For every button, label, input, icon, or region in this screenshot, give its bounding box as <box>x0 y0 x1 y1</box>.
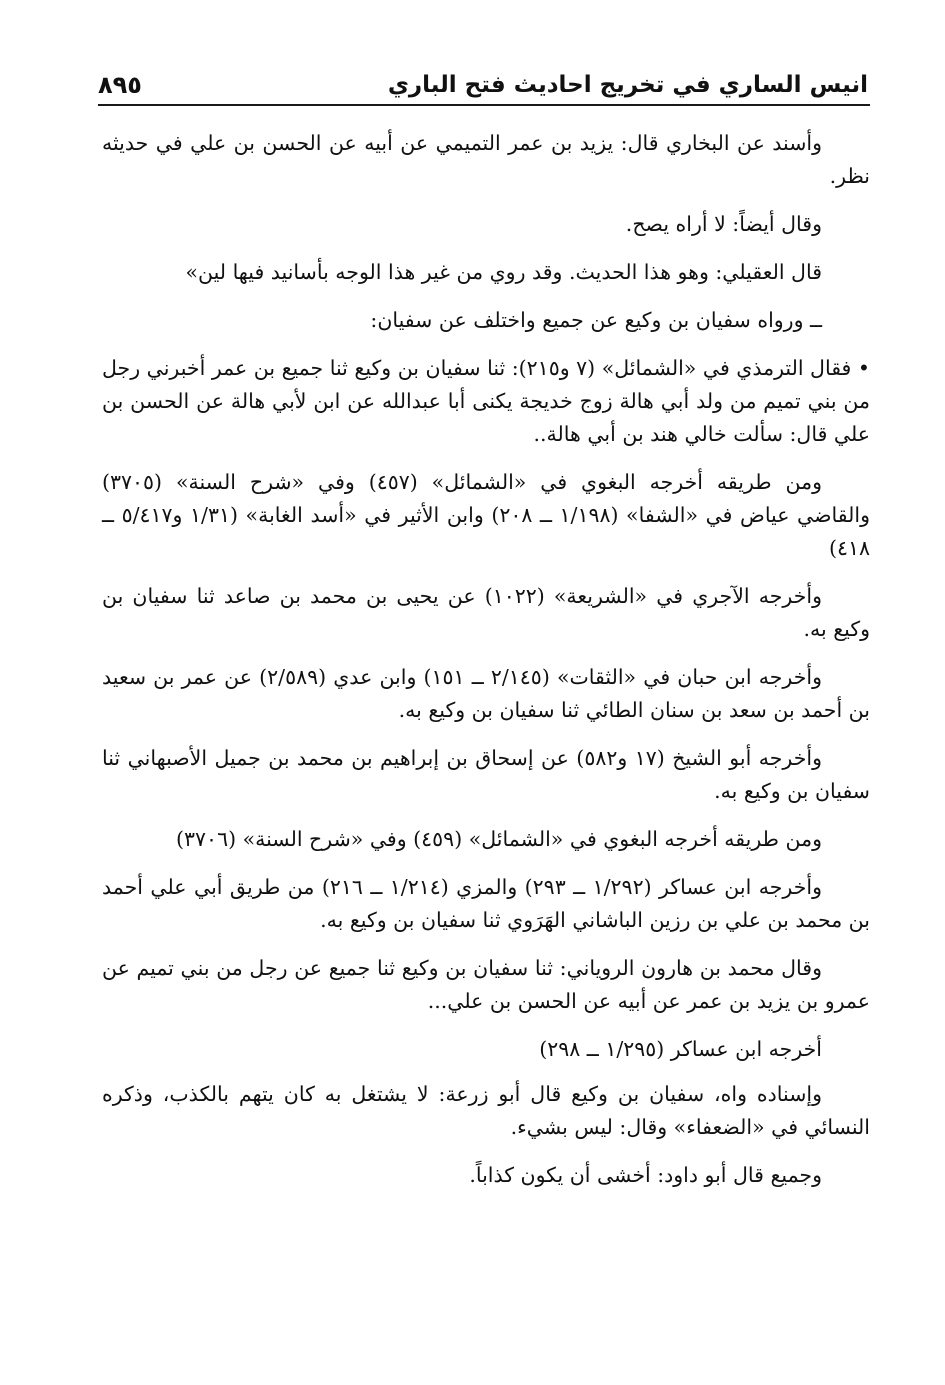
paragraph: وأسند عن البخاري قال: يزيد بن عمر التميمي عن أبيه عن الحسن بن علي في حديثه نظر. <box>102 131 870 188</box>
paragraph: وأخرجه الآجري في «الشريعة» (١٠٢٢) عن يحيى بن محمد بن صاعد ثنا سفيان بن وكيع به. <box>102 584 870 641</box>
paragraph: ومن طريقه أخرجه البغوي في «الشمائل» (٤٥٧) وفي «شرح السنة» (٣٧٠٥) والقاضي عياض في «الشفا» (١/١٩٨ ــ ٢٠٨) وابن الأثير في «أسد الغابة» (١/٣١ و٥/٤١٧ ــ ٤١٨) <box>102 470 871 560</box>
paragraph: وإسناده واه، سفيان بن وكيع قال أبو زرعة: لا يشتغل به كان يتهم بالكذب، وذكره النسائي في «الضعفاء» وقال: ليس بشيء. <box>102 1082 870 1139</box>
paragraph: وقال محمد بن هارون الروياني: ثنا سفيان بن وكيع ثنا جميع عن رجل من بني تميم عن عمرو بن يزيد بن عمر عن أبيه عن الحسن بن علي... <box>102 956 870 1013</box>
paragraph: وأخرجه ابن حبان في «الثقات» (٢/١٤٥ ــ ١٥١) وابن عدي (٢/٥٨٩) عن عمر بن سعيد بن أحمد بن سعد بن سنان الطائي ثنا سفيان بن وكيع به. <box>102 665 870 722</box>
paragraph: وجميع قال أبو داود: أخشى أن يكون كذاباً. <box>469 1163 822 1187</box>
paragraph: ــ ورواه سفيان بن وكيع عن جميع واختلف عن سفيان: <box>370 308 822 332</box>
page-header <box>98 62 868 106</box>
paragraph: وقال أيضاً: لا أراه يصح. <box>625 212 822 236</box>
paragraph: قال العقيلي: وهو هذا الحديث. وقد روي من غير هذا الوجه بأسانيد فيها لين» <box>185 260 822 284</box>
paragraph: ومن طريقه أخرجه البغوي في «الشمائل» (٤٥٩) وفي «شرح السنة» (٣٧٠٦) <box>176 827 822 851</box>
paragraph: وأخرجه أبو الشيخ (١٧ و٥٨٢) عن إسحاق بن إبراهيم بن محمد بن جميل الأصبهاني ثنا سفيان بن وكيع به. <box>102 746 870 803</box>
page-body <box>102 127 870 1207</box>
running-title: انيس الساري في تخريج احاديث فتح الباري <box>387 72 868 98</box>
paragraph: وأخرجه ابن عساكر (١/٢٩٢ ــ ٢٩٣) والمزي (١/٢١٤ ــ ٢١٦) من طريق أبي علي أحمد بن محمد بن علي بن رزين الباشاني الهَرَوي ثنا سفيان بن وكيع به. <box>102 875 870 932</box>
header-rule <box>98 104 870 106</box>
paragraph: أخرجه ابن عساكر (١/٢٩٥ ــ ٢٩٨) <box>539 1037 822 1061</box>
paragraph: • فقال الترمذي في «الشمائل» (٧ و٢١٥): ثنا سفيان بن وكيع ثنا جميع بن عمر أخبرني رجل من بني تميم من ولد أبي هالة زوج خديجة يكنى أبا عبدالله عن ابن لأبي هالة عن الحسن بن علي قال: سألت خالي هند بن أبي هالة.. <box>102 356 870 446</box>
page-number: ٨٩٥ <box>98 71 142 99</box>
